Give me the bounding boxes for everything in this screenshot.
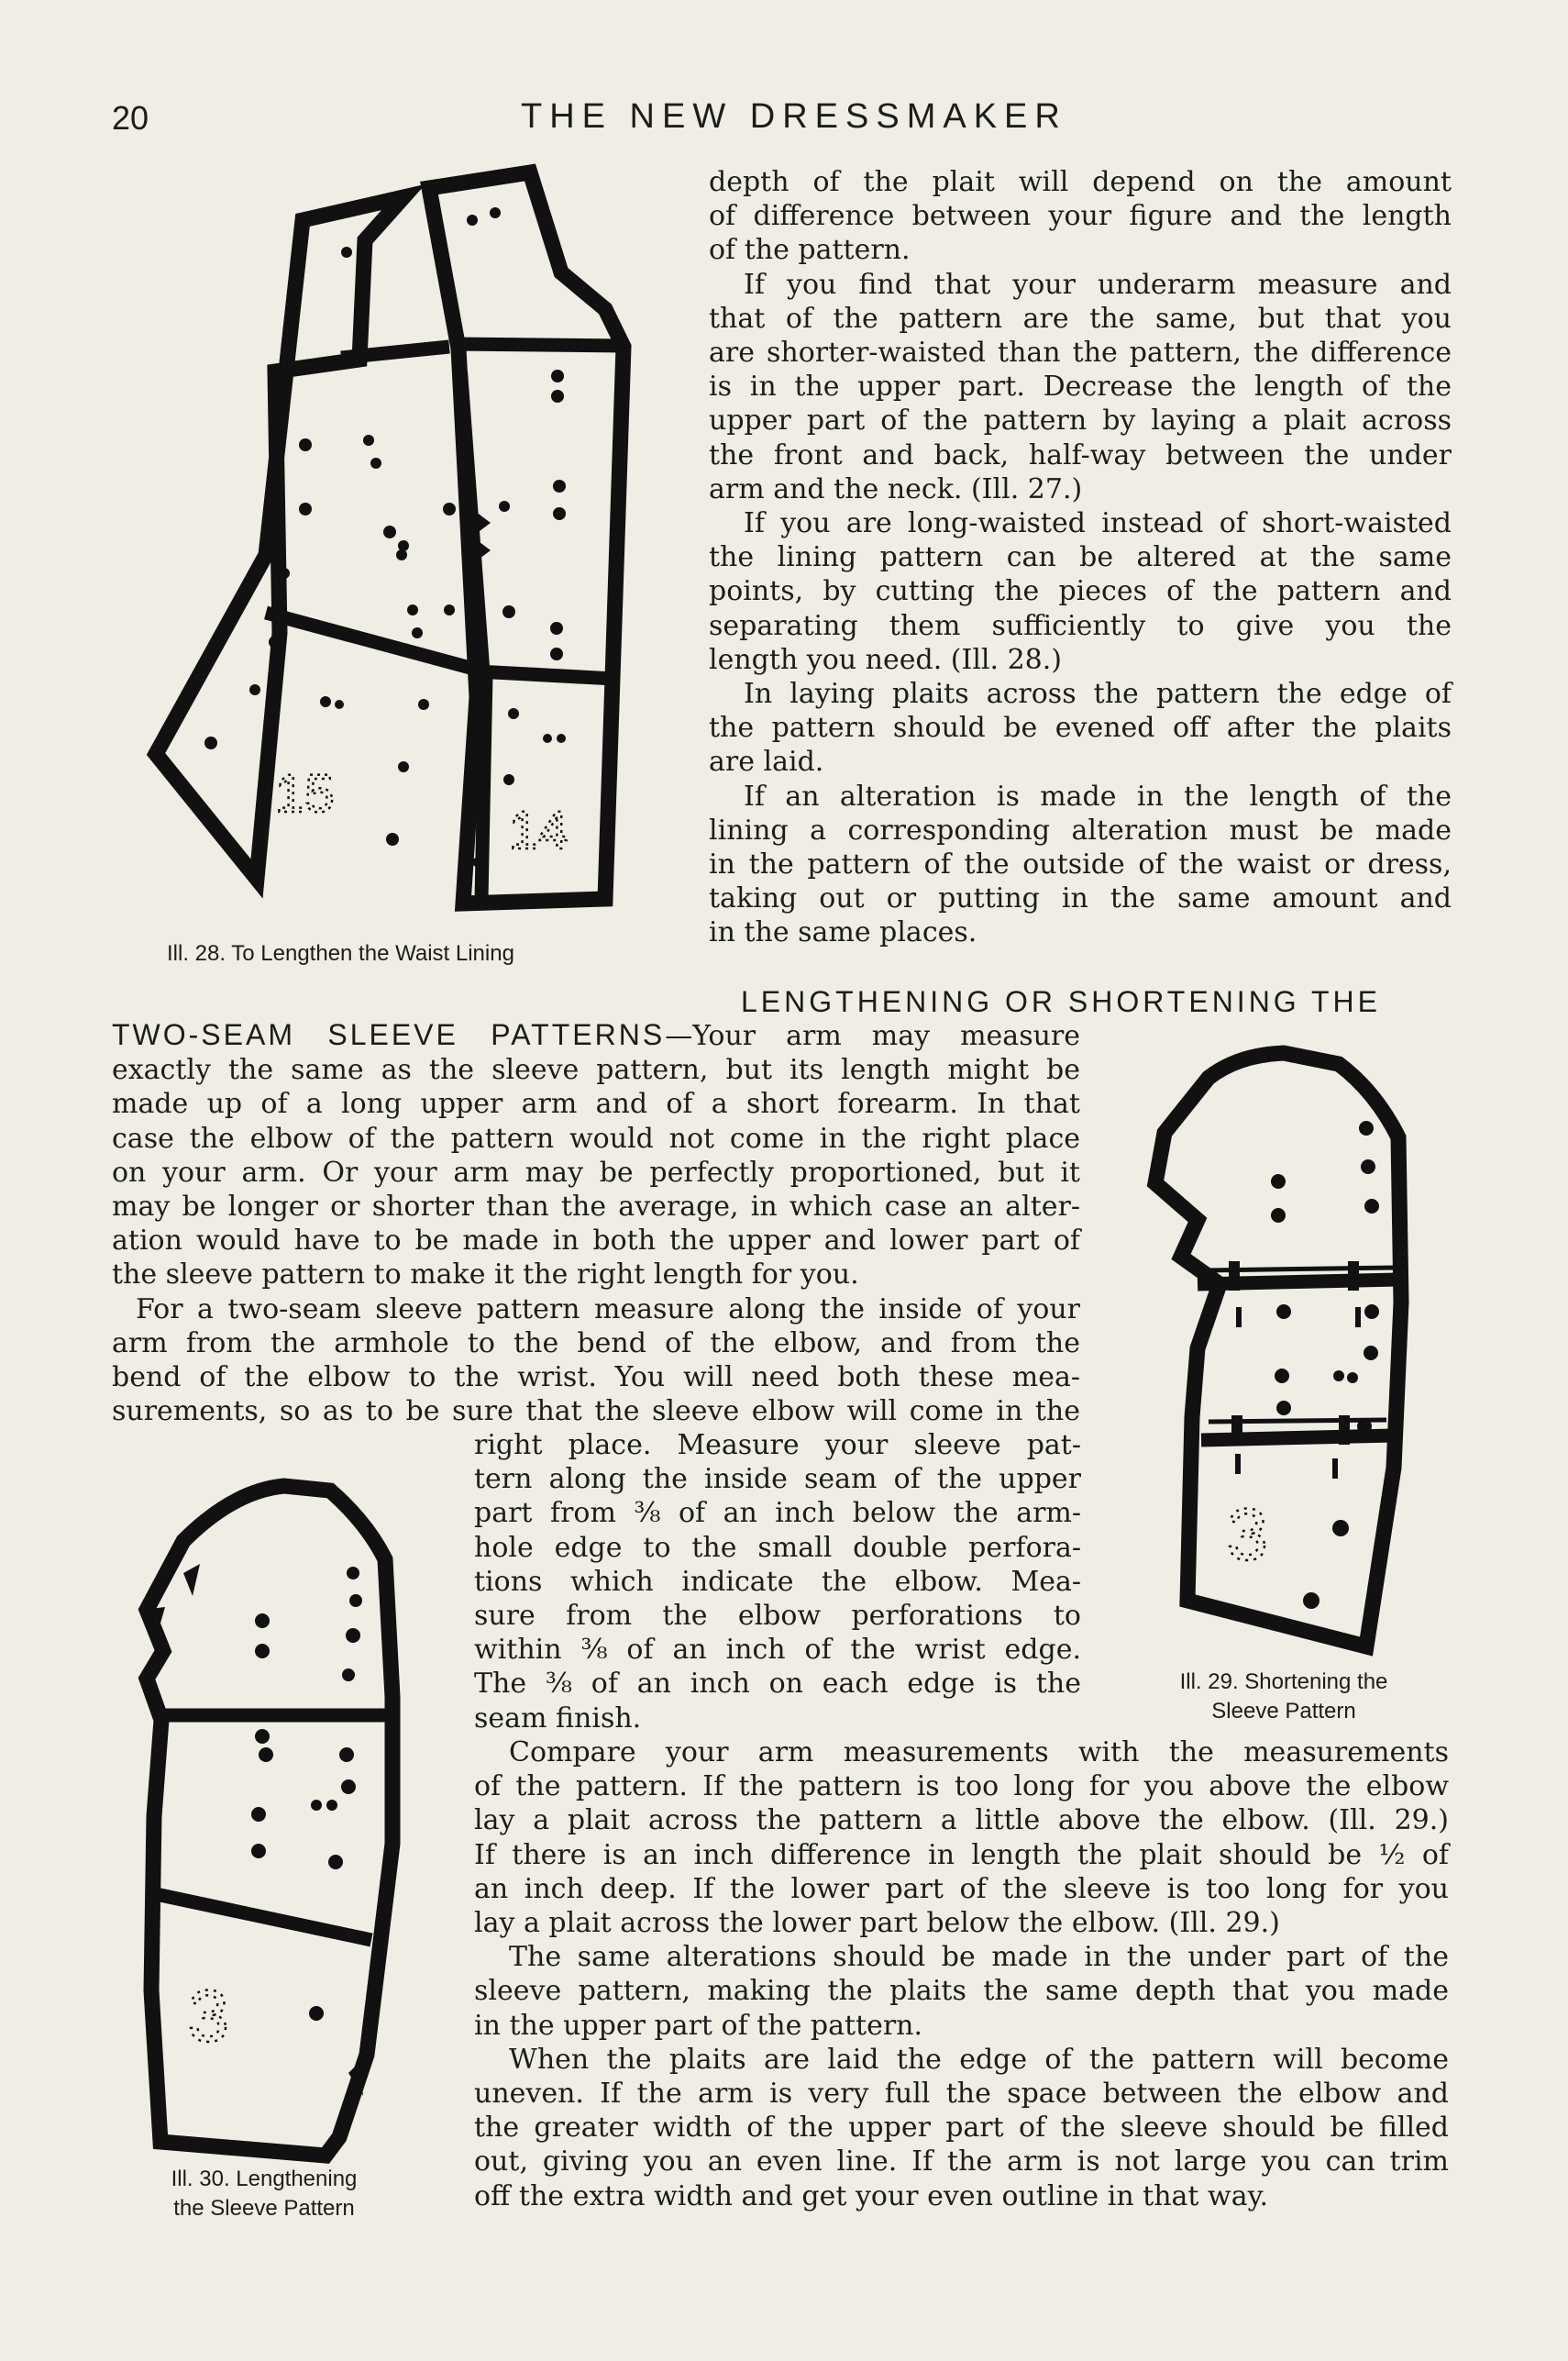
text-line: arm from the armhole to the bend of the elbow, and from the — [112, 1326, 1080, 1359]
text-line: Compare your arm measurements with the measurements — [509, 1736, 1449, 1768]
text-line: in the same places. — [709, 916, 977, 949]
caption-ill-28: Ill. 28. To Lengthen the Waist Lining — [167, 941, 514, 966]
sleeve-upper-outline — [147, 1486, 392, 2156]
text-line: For a two-seam sleeve pattern measure along the inside of your — [136, 1292, 1080, 1325]
text-line: the greater width of the upper part of the sleeve should be filled — [474, 2112, 1449, 2145]
piece-number-14: 14 — [509, 801, 569, 860]
caption-line: Sleeve Pattern — [1211, 1699, 1356, 1724]
text-line: the lining pattern can be altered at the same — [709, 541, 1452, 574]
text-line: surements, so as to be sure that the sleeve elbow will come in the — [112, 1395, 1080, 1428]
piece-number-15: 15 — [275, 764, 335, 824]
text-line: separating them sufficiently to give you the — [709, 609, 1452, 642]
text-line: The ⅜ of an inch on each edge is the — [474, 1668, 1081, 1701]
page-number: 20 — [112, 99, 149, 137]
text-line: In laying plaits across the pattern the edge of — [744, 678, 1452, 711]
text-line: depth of the plait will depend on the amount — [709, 166, 1452, 198]
text-line: are laid. — [709, 746, 824, 779]
caption-line: the Sleeve Pattern — [173, 2196, 355, 2221]
text-line: the pattern should be evened off after the plaits — [709, 712, 1452, 745]
text-line: lay a plait across the pattern a little above the elbow. (Ill. 29.) — [474, 1804, 1449, 1837]
text-line: are shorter-waisted than the pattern, the difference — [709, 337, 1452, 370]
text-line: seam finish. — [474, 1701, 642, 1735]
text-line: made up of a long upper arm and of a short forearm. In that — [112, 1088, 1080, 1121]
intro-text: —Your arm may measure — [665, 1020, 1081, 1052]
piece-number-3: 3 — [1227, 1493, 1268, 1575]
text-line: lay a plait across the lower part below the elbow. (Ill. 29.) — [474, 1907, 1280, 1940]
text-line: bend of the elbow to the wrist. You will need both these mea- — [112, 1361, 1080, 1394]
caption-line: Ill. 29. Shortening the — [1179, 1669, 1388, 1694]
text-line: exactly the same as the sleeve pattern, but its length might be — [112, 1054, 1080, 1087]
text-line: the front and back, half-way between the under — [709, 438, 1452, 471]
text-line: tern along the inside seam of the upper — [474, 1463, 1081, 1496]
text-line: of difference between your figure and the length — [709, 200, 1452, 233]
text-line: out, giving you an even line. If the arm is not large you can trim — [474, 2145, 1449, 2178]
piece-number-3: 3 — [188, 1975, 229, 2056]
text-line: on your arm. Or your arm may be perfectly proportioned, but it — [112, 1156, 1080, 1189]
text-line: arm and the neck. (Ill. 27.) — [709, 472, 1083, 505]
text-line: taking out or putting in the same amount and — [709, 882, 1452, 915]
text-line: sleeve pattern, making the plaits the same depth that you made — [474, 1975, 1449, 2008]
text-line: length you need. (Ill. 28.) — [709, 643, 1062, 676]
caption-line: Ill. 30. Lengthening — [171, 2167, 358, 2191]
text-line: If there is an inch difference in length the plait should be ½ of — [474, 1838, 1449, 1871]
text-line: in the pattern of the outside of the waist or dress, — [709, 848, 1452, 881]
text-line: case the elbow of the pattern would not come in the right place — [112, 1122, 1080, 1155]
text-line: within ⅜ of an inch of the wrist edge. — [474, 1634, 1081, 1667]
text-line: The same alterations should be made in the under part of the — [509, 1941, 1449, 1974]
text-line: hole edge to the small double perfora- — [474, 1531, 1081, 1564]
text-line: part from ⅜ of an inch below the arm- — [474, 1497, 1081, 1530]
section-heading-line-2: TWO-SEAM SLEEVE PATTERNS — [112, 1018, 666, 1051]
caption-ill-30 — [117, 2165, 411, 2223]
text-line: tions which indicate the elbow. Mea- — [474, 1565, 1081, 1598]
text-line: sure from the elbow perforations to — [474, 1600, 1081, 1633]
text-line: If you find that your underarm measure and — [744, 268, 1452, 301]
text-line: of the pattern. If the pattern is too long for you above the elbow — [474, 1770, 1449, 1803]
perforation-dots — [251, 1567, 362, 2021]
text-line: of the pattern. — [709, 234, 911, 267]
text-line: the sleeve pattern to make it the right length for you. — [112, 1258, 859, 1291]
running-title: THE NEW DRESSMAKER — [521, 97, 1067, 136]
text-line: uneven. If the arm is very full the space between the elbow and — [474, 2078, 1449, 2111]
text-line: ation would have to be made in both the upper and lower part of — [112, 1225, 1080, 1258]
text-line: points, by cutting the pieces of the pattern and — [709, 575, 1452, 608]
text-line: If you are long-waisted instead of short-waisted — [744, 507, 1452, 540]
text-line: If an alteration is made in the length of the — [744, 780, 1452, 813]
text-line: an inch deep. If the lower part of the sleeve is too long for you — [474, 1872, 1449, 1905]
text-line: may be longer or shorter than the average, in which case an alter- — [112, 1191, 1080, 1224]
text-line: is in the upper part. Decrease the length of the — [709, 371, 1452, 404]
text-line: upper part of the pattern by laying a plait across — [709, 405, 1452, 438]
text-line: in the upper part of the pattern. — [474, 2009, 923, 2042]
seam-notches — [142, 1564, 363, 2096]
text-line: When the plaits are laid the edge of the pattern will become — [509, 2043, 1449, 2076]
text-line: lining a corresponding alteration must be made — [709, 814, 1452, 847]
section-heading-line-1: LENGTHENING OR SHORTENING THE — [741, 985, 1381, 1018]
text-line: that of the pattern are the same, but that you — [709, 302, 1452, 335]
text-line: off the extra width and get your even outline in that way. — [474, 2179, 1269, 2212]
text-line: right place. Measure your sleeve pat- — [474, 1429, 1081, 1461]
